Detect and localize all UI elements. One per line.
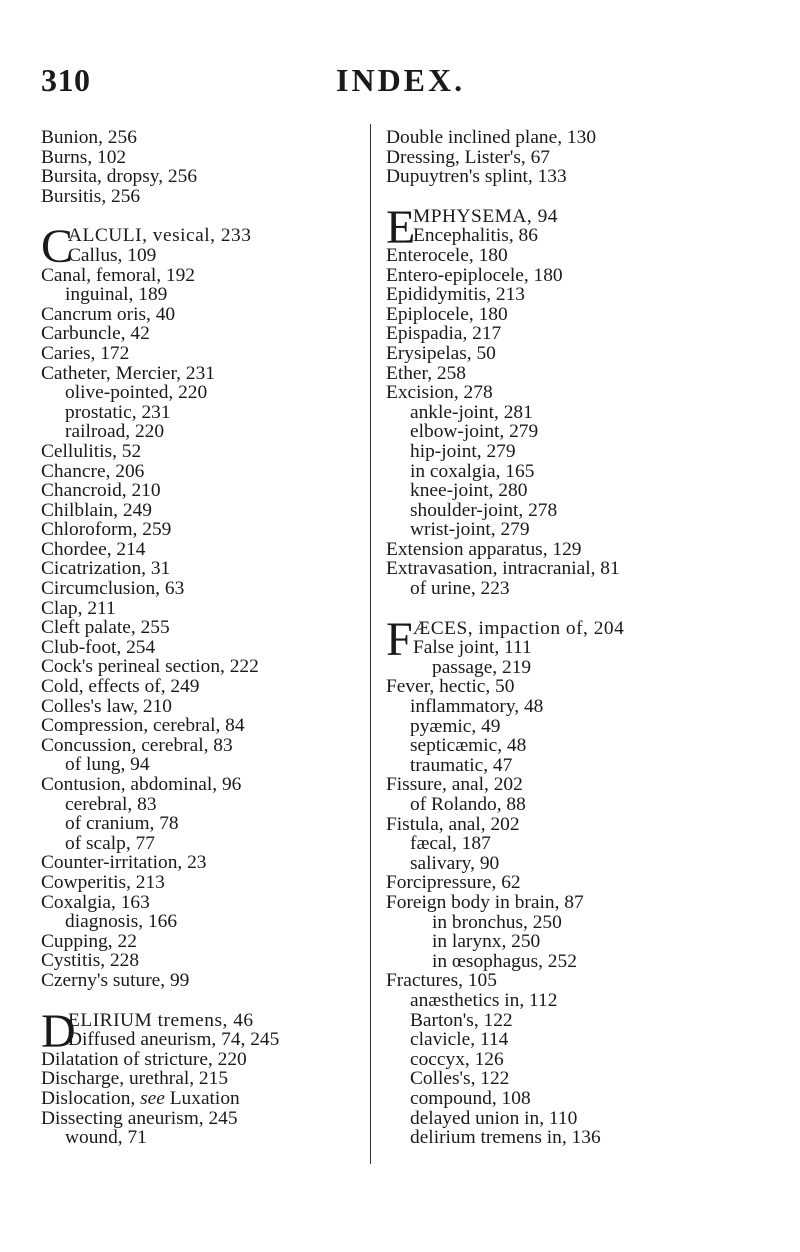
index-entry: False joint, 111 [413, 637, 532, 659]
index-subentry: traumatic, 47 [410, 754, 513, 776]
index-entry: Chilblain, 249 [41, 499, 152, 521]
index-subentry: wound, 71 [65, 1127, 147, 1149]
index-subentry: delayed union in, 110 [410, 1107, 578, 1129]
index-subentry: in coxalgia, 165 [410, 460, 535, 482]
index-entry: Excision, 278 [386, 382, 493, 404]
index-entry: Cleft palate, 255 [41, 617, 170, 639]
index-subentry: pyæmic, 49 [410, 715, 501, 737]
drop-capital: C [41, 220, 74, 274]
index-entry: Circumclusion, 63 [41, 578, 185, 600]
index-entry: Discharge, urethral, 215 [41, 1068, 229, 1090]
index-entry: Encephalitis, 86 [413, 225, 538, 247]
index-entry: Burns, 102 [41, 146, 127, 168]
index-entry: Colles's law, 210 [41, 695, 172, 717]
index-subentry: olive-pointed, 220 [65, 382, 208, 404]
section-start-c [41, 220, 359, 274]
drop-capital: F [386, 612, 413, 666]
index-entry: Fractures, 105 [386, 970, 497, 992]
index-entry: Cicatrization, 31 [41, 558, 171, 580]
index-subentry: knee-joint, 280 [410, 480, 528, 502]
index-subentry: fæcal, 187 [410, 833, 491, 855]
index-subentry: of scalp, 77 [65, 832, 155, 854]
index-entry: Enterocele, 180 [386, 244, 508, 266]
index-entry: Chloroform, 259 [41, 519, 172, 541]
index-entry: Bursitis, 256 [41, 185, 141, 207]
index-subentry: shoulder-joint, 278 [410, 499, 558, 521]
index-entry: Epididymitis, 213 [386, 284, 525, 306]
index-subentry: Colles's, 122 [410, 1068, 510, 1090]
index-subentry: inflammatory, 48 [410, 696, 544, 718]
drop-capital: D [41, 1004, 76, 1058]
index-entry: Compression, cerebral, 84 [41, 715, 245, 737]
section-start-d [41, 1004, 359, 1058]
index-entry: Dissecting aneurism, 245 [41, 1107, 238, 1129]
index-entry: Contusion, abdominal, 96 [41, 774, 242, 795]
index-entry: Catheter, Mercier, 231 [41, 362, 215, 384]
index-subentry: hip-joint, 279 [410, 440, 516, 462]
section-start-e [386, 200, 786, 254]
index-entry: Extravasation, intracranial, 81 [386, 558, 620, 580]
index-entry: Foreign body in brain, 87 [386, 891, 584, 913]
index-entry: Counter-irritation, 23 [41, 852, 207, 874]
index-subentry: coccyx, 126 [410, 1048, 504, 1070]
section-gap [41, 991, 359, 1011]
index-entry: Cystitis, 228 [41, 950, 140, 972]
section-gap [386, 187, 786, 207]
index-entry: Diffused aneurism, 74, 245 [68, 1029, 280, 1051]
index-subentry: in bronchus, 250 [432, 911, 562, 933]
index-entry: Club-foot, 254 [41, 636, 156, 658]
index-entry-cross-reference [41, 1089, 359, 1109]
index-subentry: compound, 108 [410, 1087, 531, 1109]
index-entry: Double inclined plane, 130 [386, 127, 597, 148]
index-entry: Dupuytren's splint, 133 [386, 166, 567, 188]
index-entry: ELIRIUM tremens, 46 [68, 1009, 254, 1031]
section-gap [386, 599, 786, 619]
index-entry: Callus, 109 [68, 244, 157, 266]
section-gap [41, 206, 359, 226]
page-header [0, 62, 800, 102]
index-entry: ALCULI, vesical, 233 [68, 225, 252, 247]
index-entry: Cock's perineal section, 222 [41, 656, 259, 678]
index-entry: Chordee, 214 [41, 538, 146, 560]
index-subentry: of lung, 94 [65, 754, 150, 776]
index-entry: MPHYSEMA, 94 [413, 205, 558, 227]
section-start-f [386, 612, 786, 666]
index-entry: Cowperitis, 213 [41, 871, 165, 893]
index-entry: Clap, 211 [41, 597, 116, 619]
index-entry: Carbuncle, 42 [41, 323, 150, 345]
index-subentry: diagnosis, 166 [65, 911, 178, 933]
entry-term: Dislocation, [41, 1087, 141, 1109]
index-entry: Fissure, anal, 202 [386, 774, 523, 796]
index-entry: Dilatation of stricture, 220 [41, 1048, 247, 1070]
index-subentry: cerebral, 83 [65, 793, 157, 815]
index-entry: Epiplocele, 180 [386, 303, 508, 325]
index-subentry: wrist-joint, 279 [410, 519, 530, 541]
index-entry: Cellulitis, 52 [41, 440, 142, 462]
index-subentry: prostatic, 231 [65, 401, 171, 423]
index-subentry: elbow-joint, 279 [410, 421, 539, 443]
index-subentry: railroad, 220 [65, 421, 165, 443]
index-entry: Erysipelas, 50 [386, 342, 496, 364]
index-entry: Forcipressure, 62 [386, 872, 521, 894]
index-entry: Bursita, dropsy, 256 [41, 166, 198, 188]
index-subentry: septicæmic, 48 [410, 735, 527, 757]
index-subentry: of Rolando, 88 [410, 794, 526, 815]
index-subentry: of cranium, 78 [65, 813, 179, 835]
index-subentry: of urine, 223 [410, 578, 510, 600]
index-entry: ÆCES, impaction of, 204 [413, 617, 625, 639]
index-entry: Bunion, 256 [41, 127, 137, 148]
index-entry: Extension apparatus, 129 [386, 538, 582, 560]
column-divider [370, 124, 371, 1164]
index-entry: Concussion, cerebral, 83 [41, 734, 233, 756]
index-entry: Ether, 258 [386, 362, 466, 384]
index-subentry: passage, 219 [432, 656, 532, 678]
index-entry: Cancrum oris, 40 [41, 303, 176, 325]
index-subentry: anæsthetics in, 112 [410, 989, 558, 1011]
index-subentry: in œsophagus, 252 [432, 950, 577, 972]
index-entry: Fistula, anal, 202 [386, 813, 520, 835]
index-entry: Canal, femoral, 192 [41, 264, 195, 286]
see-reference: see [140, 1087, 165, 1109]
index-entry: Fever, hectic, 50 [386, 676, 515, 698]
index-column-right [386, 128, 786, 1148]
index-entry: Epispadia, 217 [386, 323, 502, 345]
index-entry: Cold, effects of, 249 [41, 676, 200, 698]
index-entry: Entero-epiplocele, 180 [386, 264, 563, 286]
index-subentry: in larynx, 250 [432, 931, 541, 953]
drop-capital: E [386, 200, 416, 254]
index-subentry: delirium tremens in, 136 [410, 1127, 601, 1149]
index-entry: Czerny's suture, 99 [41, 969, 190, 991]
index-entry: Caries, 172 [41, 342, 130, 364]
index-subentry: ankle-joint, 281 [410, 401, 533, 423]
page-number: 310 [41, 62, 91, 98]
index-entry: Chancroid, 210 [41, 480, 161, 502]
index-subentry: inguinal, 189 [65, 284, 168, 306]
index-column-left [41, 128, 359, 1148]
running-head-title: INDEX. [336, 62, 466, 98]
index-entry: Coxalgia, 163 [41, 891, 150, 913]
index-entry: Cupping, 22 [41, 930, 137, 952]
referenced-term: Luxation [164, 1087, 240, 1109]
index-subentry: salivary, 90 [410, 852, 500, 874]
index-subentry: Barton's, 122 [410, 1009, 513, 1031]
index-entry: Chancre, 206 [41, 460, 145, 482]
index-subentry: clavicle, 114 [410, 1029, 509, 1051]
index-entry: Dressing, Lister's, 67 [386, 146, 550, 168]
